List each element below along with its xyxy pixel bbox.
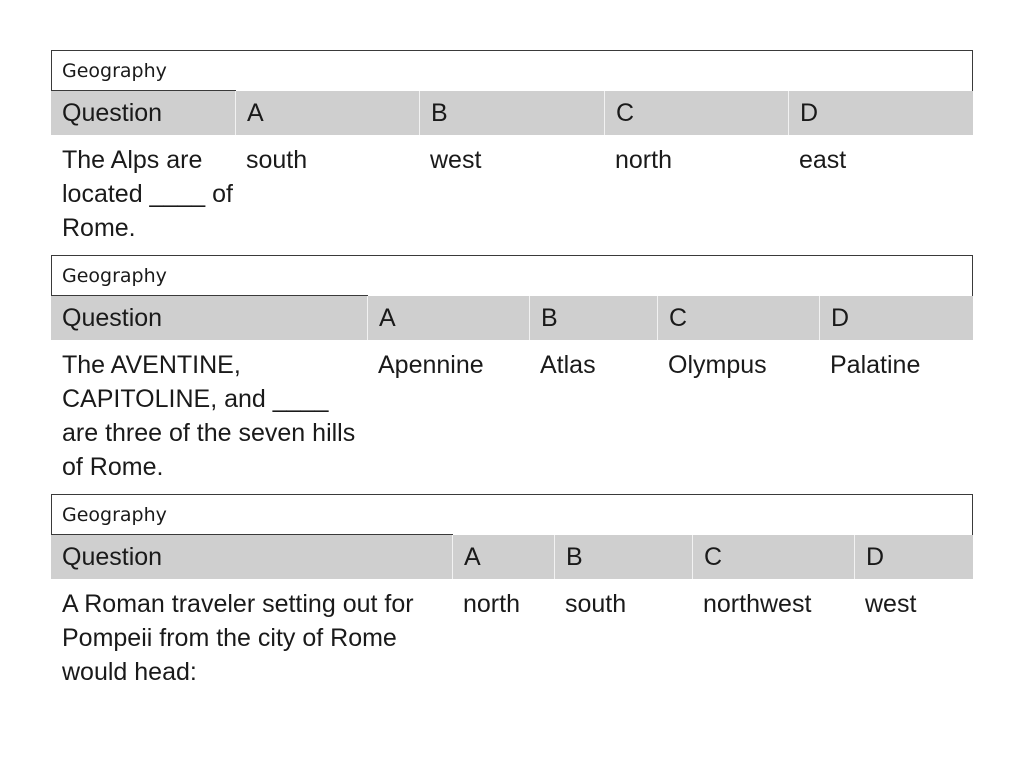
quiz-block-1 xyxy=(51,50,973,245)
question-text: A Roman traveler setting out for Pompeii from the city of Rome would head: xyxy=(62,590,414,686)
header-question: Question xyxy=(62,304,163,332)
header-option-c: C xyxy=(604,91,788,135)
answer-option-b: Atlas xyxy=(540,351,596,379)
answer-option-a: Apennine xyxy=(378,351,484,379)
header-question: Question xyxy=(62,543,163,571)
category-title-box xyxy=(51,494,973,535)
header-option-d: D xyxy=(819,296,973,340)
question-text: The Alps are located ____ of Rome. xyxy=(62,146,233,242)
category-title: Geography xyxy=(62,265,167,287)
answer-option-d: Palatine xyxy=(830,351,921,379)
header-option-a: A xyxy=(235,91,419,135)
answer-option-b: south xyxy=(565,590,627,618)
category-title-box xyxy=(51,255,973,296)
title-underline xyxy=(52,90,236,91)
answer-option-a: south xyxy=(246,146,308,174)
answer-option-d: east xyxy=(799,146,847,174)
quiz-block-3 xyxy=(51,494,973,689)
header-row xyxy=(51,535,973,579)
header-question: Question xyxy=(62,99,163,127)
quiz-block-2 xyxy=(51,255,973,484)
category-title-box xyxy=(51,50,973,91)
header-option-d: D xyxy=(788,91,973,135)
header-option-b: B xyxy=(419,91,604,135)
header-row xyxy=(51,91,973,135)
answer-option-c: Olympus xyxy=(668,351,767,379)
answer-option-d: west xyxy=(865,590,917,618)
header-option-c: C xyxy=(692,535,854,579)
category-title: Geography xyxy=(62,60,167,82)
question-text: The AVENTINE, CAPITOLINE, and ____ are three of the seven hills of Rome. xyxy=(62,351,356,481)
title-underline xyxy=(52,534,453,535)
title-underline xyxy=(52,295,368,296)
category-title: Geography xyxy=(62,504,167,526)
question-row xyxy=(51,340,973,484)
header-option-a: A xyxy=(367,296,529,340)
header-option-a: A xyxy=(452,535,554,579)
header-row xyxy=(51,296,973,340)
header-option-d: D xyxy=(854,535,973,579)
question-row xyxy=(51,579,973,689)
answer-option-c: north xyxy=(615,146,672,174)
answer-option-a: north xyxy=(463,590,520,618)
header-option-c: C xyxy=(657,296,819,340)
answer-option-b: west xyxy=(430,146,482,174)
answer-option-c: northwest xyxy=(703,590,812,618)
question-row xyxy=(51,135,973,245)
header-option-b: B xyxy=(554,535,692,579)
header-option-b: B xyxy=(529,296,657,340)
